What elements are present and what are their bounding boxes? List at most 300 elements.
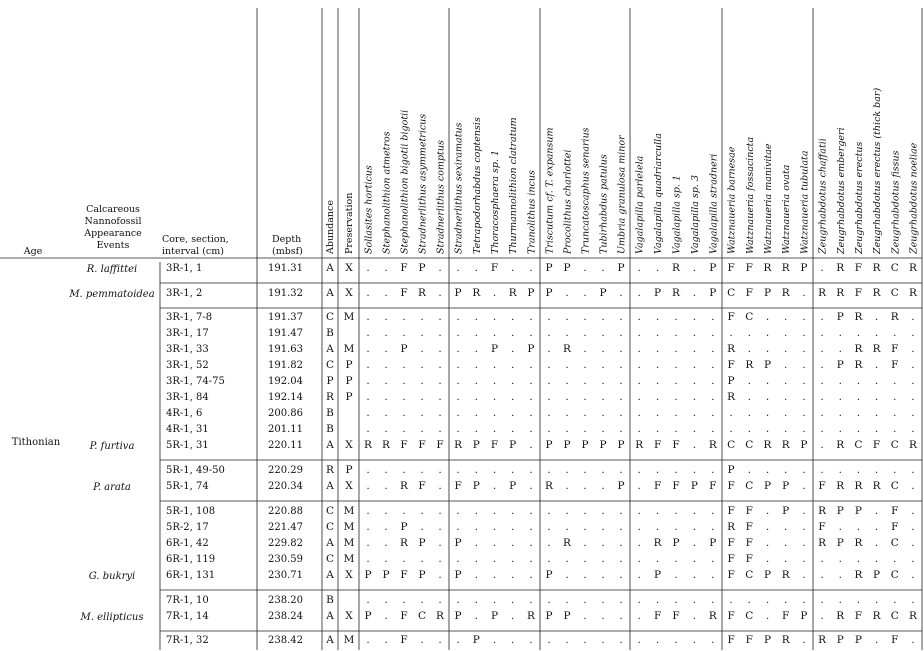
occurrence-cell: . [420, 423, 424, 435]
occurrence-cell: . [420, 521, 424, 533]
occurrence-cell: . [619, 610, 623, 622]
occurrence-cell: . [674, 553, 678, 565]
occurrence-cell: . [765, 610, 770, 622]
occurrence-cell: . [784, 521, 788, 533]
occurrence-cell: . [820, 391, 824, 403]
occurrence-cell: P [472, 439, 480, 451]
occurrence-cell: . [529, 569, 533, 581]
occurrence-cell: . [619, 327, 623, 339]
depth-header: (mbsf) [272, 246, 303, 257]
occurrence-cell: P [854, 634, 862, 646]
occurrence-cell: . [711, 505, 715, 517]
occurrence-cell: . [601, 521, 605, 533]
occurrence-cell: . [802, 311, 806, 323]
occurrence-cell: . [565, 553, 569, 565]
occurrence-cell: . [765, 505, 770, 517]
occurrence-cell: F [709, 480, 717, 492]
occurrence-cell: . [802, 594, 806, 606]
abundance-value: A [326, 287, 334, 299]
occurrence-cell: . [384, 610, 388, 622]
occurrence-cell: F [672, 610, 680, 622]
occurrence-cell: . [637, 343, 641, 355]
event-label: P. furtiva [89, 441, 135, 452]
events-header: Events [96, 240, 130, 251]
occurrence-cell: . [711, 423, 715, 435]
occurrence-cell: . [820, 423, 824, 435]
occurrence-cell: . [547, 407, 551, 419]
occurrence-cell: R [908, 439, 917, 451]
occurrence-cell: . [366, 634, 370, 646]
occurrence-cell: . [366, 553, 370, 565]
occurrence-cell: . [492, 464, 497, 476]
sample-label: 6R-1, 42 [166, 538, 209, 549]
occurrence-cell: . [820, 553, 824, 565]
species-header: Watznaueria manivitae [763, 143, 774, 254]
occurrence-cell: C [890, 439, 899, 451]
occurrence-cell: . [692, 423, 697, 435]
occurrence-cell: P [836, 359, 844, 371]
occurrence-cell: F [891, 343, 899, 355]
abundance-value: A [326, 480, 334, 492]
occurrence-cell: P [763, 480, 772, 492]
occurrence-cell: . [474, 375, 478, 387]
occurrence-cell: P [454, 610, 462, 622]
occurrence-cell: P [763, 569, 772, 581]
occurrence-cell: . [366, 375, 370, 387]
core-header: interval (cm) [162, 246, 224, 257]
occurrence-cell: F [745, 537, 753, 549]
occurrence-cell: . [802, 521, 806, 533]
occurrence-cell: . [529, 327, 533, 339]
occurrence-cell: F [490, 439, 499, 451]
occurrence-cell: . [601, 464, 605, 476]
occurrence-cell: . [637, 569, 641, 581]
occurrence-cell: . [456, 359, 460, 371]
occurrence-cell: . [529, 505, 533, 517]
occurrence-cell: . [674, 391, 678, 403]
occurrence-cell: . [747, 327, 751, 339]
events-header: Appearance [84, 228, 142, 239]
occurrence-cell: . [366, 327, 370, 339]
occurrence-cell: . [565, 391, 569, 403]
occurrence-cell: . [838, 464, 842, 476]
occurrence-cell: R [382, 439, 390, 451]
occurrence-cell: . [637, 287, 641, 299]
occurrence-cell: . [438, 327, 442, 339]
occurrence-cell: . [456, 505, 460, 517]
occurrence-cell: F [727, 569, 735, 581]
occurrence-cell: . [601, 262, 605, 274]
occurrence-cell: . [820, 594, 824, 606]
occurrence-cell: . [637, 359, 641, 371]
occurrence-cell: F [727, 610, 735, 622]
occurrence-cell: . [402, 423, 406, 435]
occurrence-cell: . [619, 359, 623, 371]
occurrence-cell: . [366, 262, 370, 274]
occurrence-cell: . [674, 594, 678, 606]
occurrence-cell: . [911, 553, 915, 565]
occurrence-cell: . [674, 569, 678, 581]
occurrence-cell: . [583, 569, 587, 581]
occurrence-cell: . [420, 634, 424, 646]
occurrence-cell: R [836, 287, 845, 299]
occurrence-cell: . [492, 391, 497, 403]
occurrence-cell: . [420, 327, 424, 339]
occurrence-cell: R [854, 311, 863, 323]
occurrence-cell: . [438, 262, 442, 274]
sample-label: 3R-1, 1 [166, 263, 203, 274]
occurrence-cell: . [583, 359, 587, 371]
depth-value: 238.20 [268, 595, 303, 606]
occurrence-cell: P [599, 439, 607, 451]
occurrence-cell: . [838, 594, 842, 606]
occurrence-cell: . [511, 423, 515, 435]
preservation-value: P [345, 375, 353, 387]
species-header: Truncatoscaphus senarius [580, 127, 592, 254]
occurrence-cell: . [893, 553, 897, 565]
core-header: Core, section, [162, 234, 229, 245]
occurrence-cell: . [384, 359, 388, 371]
species-header: Zeugrhabdotus fissus [890, 150, 902, 254]
occurrence-cell: C [417, 610, 427, 622]
occurrence-cell: . [474, 521, 478, 533]
species-header: Watznaueria barnesae [726, 146, 738, 254]
occurrence-cell: . [529, 262, 533, 274]
occurrence-cell: . [784, 343, 788, 355]
occurrence-cell: . [456, 553, 460, 565]
occurrence-cell: . [402, 553, 406, 565]
occurrence-cell: . [601, 610, 605, 622]
occurrence-cell: . [456, 375, 460, 387]
occurrence-cell: R [364, 439, 372, 451]
abundance-value: B [326, 327, 334, 339]
occurrence-cell: P [490, 610, 499, 622]
occurrence-cell: . [856, 407, 861, 419]
occurrence-cell: . [384, 480, 388, 492]
occurrence-cell: . [583, 537, 587, 549]
occurrence-cell: . [637, 375, 641, 387]
occurrence-cell: P [382, 569, 390, 581]
occurrence-cell: . [511, 407, 515, 419]
occurrence-cell: . [456, 311, 460, 323]
occurrence-cell: . [692, 594, 697, 606]
occurrence-cell: R [708, 610, 717, 622]
species-header: Tetrapodorhabdus coptensis [471, 117, 483, 254]
occurrence-cell: R [818, 537, 827, 549]
occurrence-cell: . [474, 311, 478, 323]
occurrence-cell: . [565, 634, 569, 646]
abundance-value: R [326, 391, 334, 403]
sample-label: 4R-1, 6 [166, 408, 203, 419]
occurrence-cell: . [529, 359, 533, 371]
occurrence-cell: P [800, 262, 808, 274]
occurrence-cell: P [581, 439, 589, 451]
occurrence-cell: . [874, 634, 879, 646]
occurrence-cell: . [547, 553, 551, 565]
occurrence-cell: . [492, 537, 497, 549]
occurrence-cell: . [583, 634, 587, 646]
occurrence-cell: P [400, 343, 408, 355]
occurrence-cell: . [492, 359, 497, 371]
occurrence-cell: . [511, 610, 515, 622]
occurrence-cell: . [637, 327, 641, 339]
occurrence-cell: R [781, 439, 790, 451]
occurrence-cell: . [619, 391, 623, 403]
occurrence-cell: F [854, 610, 863, 622]
species-header: Stradnerlithus asymmetricus [417, 113, 429, 254]
species-header: Tranolithus incus [526, 170, 538, 254]
occurrence-cell: . [820, 375, 824, 387]
preservation-value: P [345, 464, 353, 476]
occurrence-cell: . [784, 407, 788, 419]
occurrence-cell: . [565, 311, 569, 323]
event-label: R. laffittei [86, 264, 138, 275]
event-label: M. ellipticus [80, 612, 144, 623]
occurrence-cell: . [711, 343, 715, 355]
occurrence-cell: . [911, 327, 915, 339]
occurrence-cell: . [674, 634, 678, 646]
occurrence-cell: . [692, 537, 697, 549]
preservation-value: X [345, 569, 353, 581]
occurrence-cell: . [765, 553, 770, 565]
occurrence-cell: . [511, 327, 515, 339]
occurrence-cell: . [384, 391, 388, 403]
occurrence-cell: . [366, 407, 370, 419]
species-header: Zeugrhabdotus chaffatii [817, 138, 829, 254]
occurrence-cell: . [765, 343, 770, 355]
occurrence-cell: . [583, 391, 587, 403]
occurrence-cell: . [511, 634, 515, 646]
occurrence-cell: . [402, 375, 406, 387]
occurrence-cell: P [709, 287, 717, 299]
sample-label: 3R-1, 74-75 [166, 376, 225, 387]
occurrence-cell: R [781, 569, 790, 581]
occurrence-cell: . [802, 480, 806, 492]
occurrence-cell: . [547, 375, 551, 387]
species-header: Triscutum cf. T. expansum [544, 127, 556, 254]
occurrence-cell: . [583, 407, 587, 419]
occurrence-cell: . [674, 359, 678, 371]
occurrence-cell: R [454, 439, 463, 451]
occurrence-cell: . [765, 327, 770, 339]
occurrence-cell: . [601, 569, 605, 581]
preservation-value: M [343, 521, 355, 533]
occurrence-cell: . [547, 464, 551, 476]
occurrence-cell: . [511, 359, 515, 371]
occurrence-cell: . [802, 505, 806, 517]
occurrence-cell: . [655, 343, 660, 355]
occurrence-cell: . [529, 594, 533, 606]
occurrence-cell: . [765, 375, 770, 387]
occurrence-cell: R [781, 287, 790, 299]
occurrence-cell: . [456, 262, 460, 274]
occurrence-cell: C [890, 569, 899, 581]
occurrence-cell: F [672, 480, 680, 492]
occurrence-cell: P [800, 610, 808, 622]
preservation-value: M [343, 553, 355, 565]
occurrence-cell: P [836, 634, 844, 646]
species-header: Stephanolithion atmetros [381, 131, 393, 254]
occurrence-cell: . [420, 375, 424, 387]
occurrence-cell: R [653, 537, 662, 549]
occurrence-cell: F [418, 439, 426, 451]
occurrence-cell: . [529, 553, 533, 565]
occurrence-cell: R [818, 287, 827, 299]
occurrence-cell: . [583, 553, 587, 565]
occurrence-cell: . [911, 391, 915, 403]
occurrence-cell: . [511, 537, 515, 549]
occurrence-cell: . [893, 423, 897, 435]
abundance-value: A [326, 634, 334, 646]
occurrence-cell: R [727, 521, 736, 533]
occurrence-cell: P [836, 537, 844, 549]
occurrence-cell: R [727, 343, 736, 355]
occurrence-cell: . [474, 594, 478, 606]
occurrence-cell: F [400, 262, 408, 274]
occurrence-cell: . [456, 423, 460, 435]
occurrence-cell: R [745, 359, 754, 371]
sample-label: 5R-1, 31 [166, 440, 209, 451]
occurrence-cell: . [402, 464, 406, 476]
occurrence-cell: . [619, 287, 623, 299]
occurrence-cell: . [474, 610, 478, 622]
occurrence-cell: . [637, 391, 641, 403]
occurrence-cell: . [674, 327, 678, 339]
occurrence-cell: F [436, 439, 444, 451]
occurrence-cell: R [545, 480, 553, 492]
occurrence-cell: . [637, 521, 641, 533]
occurrence-cell: R [908, 262, 917, 274]
occurrence-cell: . [601, 327, 605, 339]
occurrence-cell: . [655, 464, 660, 476]
occurrence-cell: . [547, 359, 551, 371]
occurrence-cell: P [490, 343, 499, 355]
occurrence-cell: C [890, 537, 899, 549]
occurrence-cell: . [420, 464, 424, 476]
occurrence-cell: . [820, 407, 824, 419]
sample-label: 7R-1, 10 [166, 595, 209, 606]
occurrence-cell: . [784, 375, 788, 387]
occurrence-cell: . [711, 464, 715, 476]
occurrence-cell: . [874, 537, 879, 549]
species-header: Watznaueria tubulata [799, 150, 811, 254]
occurrence-cell: . [820, 464, 824, 476]
occurrence-cell: R [872, 343, 881, 355]
occurrence-cell: . [420, 407, 424, 419]
abundance-value: C [325, 505, 335, 517]
species-header: Stradnerlithus sexiramatus [453, 122, 465, 254]
occurrence-cell: . [366, 343, 370, 355]
occurrence-cell: . [511, 594, 515, 606]
occurrence-cell: . [619, 343, 623, 355]
occurrence-cell: . [601, 343, 605, 355]
occurrence-cell: . [583, 480, 587, 492]
occurrence-cell: . [384, 634, 388, 646]
occurrence-cell: P [599, 287, 607, 299]
sample-label: 3R-1, 2 [166, 288, 203, 299]
occurrence-cell: F [818, 480, 826, 492]
occurrence-cell: P [472, 634, 480, 646]
occurrence-cell: P [563, 610, 571, 622]
occurrence-cell: . [565, 521, 569, 533]
occurrence-cell: . [747, 343, 751, 355]
occurrence-cell: . [838, 391, 842, 403]
occurrence-cell: . [692, 569, 697, 581]
occurrence-cell: . [402, 311, 406, 323]
occurrence-cell: . [565, 480, 569, 492]
occurrence-cell: . [547, 505, 551, 517]
depth-value: 238.42 [268, 635, 303, 646]
occurrence-cell: . [492, 375, 497, 387]
occurrence-cell: . [619, 311, 623, 323]
occurrence-cell: . [601, 480, 605, 492]
occurrence-cell: . [492, 553, 497, 565]
occurrence-cell: . [874, 423, 879, 435]
occurrence-cell: . [420, 553, 424, 565]
occurrence-cell: . [619, 464, 623, 476]
occurrence-cell: . [874, 327, 879, 339]
occurrence-cell: . [893, 594, 897, 606]
occurrence-cell: . [711, 375, 715, 387]
sample-label: 7R-1, 32 [166, 635, 209, 646]
occurrence-cell: P [654, 287, 662, 299]
occurrence-cell: . [747, 594, 751, 606]
occurrence-cell: F [745, 634, 753, 646]
occurrence-cell: . [893, 407, 897, 419]
occurrence-cell: . [492, 287, 497, 299]
occurrence-cell: . [565, 569, 569, 581]
occurrence-cell: . [820, 569, 824, 581]
preservation-value: M [343, 505, 355, 517]
occurrence-cell: P [763, 634, 772, 646]
occurrence-cell: . [856, 423, 861, 435]
occurrence-cell: . [893, 327, 897, 339]
occurrence-cell: . [674, 423, 678, 435]
occurrence-cell: . [456, 391, 460, 403]
occurrence-cell: . [366, 359, 370, 371]
occurrence-cell: F [653, 439, 662, 451]
occurrence-cell: . [692, 439, 697, 451]
occurrence-cell: . [583, 287, 587, 299]
occurrence-cell: . [529, 311, 533, 323]
occurrence-cell: . [492, 480, 497, 492]
species-header: Vagalapilla quadriarculla [653, 133, 665, 254]
occurrence-cell: F [653, 610, 662, 622]
sample-label: 3R-1, 17 [166, 328, 209, 339]
occurrence-cell: . [529, 634, 533, 646]
species-header: Procolithus charlottei [562, 149, 574, 254]
depth-value: 191.47 [268, 328, 303, 339]
occurrence-cell: . [492, 407, 497, 419]
species-header: Watznaueria ovata [781, 164, 793, 254]
occurrence-cell: . [637, 407, 641, 419]
occurrence-cell: . [874, 311, 879, 323]
occurrence-cell: . [601, 359, 605, 371]
occurrence-cell: . [529, 439, 533, 451]
occurrence-cell: . [838, 407, 842, 419]
occurrence-cell: . [655, 407, 660, 419]
occurrence-cell: . [583, 262, 587, 274]
occurrence-cell: P [763, 287, 772, 299]
occurrence-cell: . [674, 505, 678, 517]
occurrence-cell: . [655, 327, 660, 339]
occurrence-cell: . [366, 594, 370, 606]
depth-value: 200.86 [268, 408, 303, 419]
occurrence-cell: . [601, 375, 605, 387]
occurrence-cell: F [400, 439, 408, 451]
species-header: Zeugrhabdotus noeliae [908, 142, 920, 254]
occurrence-cell: . [384, 521, 388, 533]
